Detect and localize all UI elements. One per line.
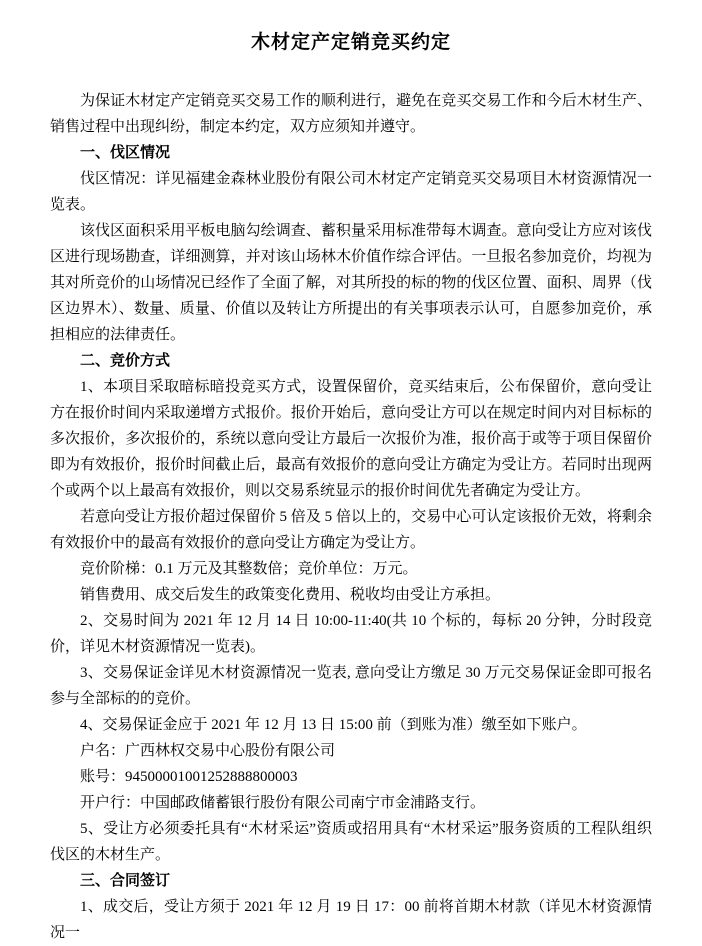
price-step-line: 竞价阶梯：0.1 万元及其整数倍；竞价单位：万元。	[80, 561, 418, 577]
account-name-line: 户名：广西林权交易中心股份有限公司	[80, 743, 336, 759]
account-number-line: 账号：94500001001252888800003	[80, 769, 298, 785]
trade-time-paragraph: 2、交易时间为 2021 年 12 月 14 日 10:00-11:40(共 10 个标的，每标 20 分钟，分时段竞价，详见木材资源情况一览表)。	[50, 613, 652, 655]
deposit-deadline-line: 4、交易保证金应于 2021 年 12 月 13 日 15:00 前（到账为准）缴至如下账户。	[80, 717, 587, 733]
body-paragraph: 5、受让方必须委托具有“木材采运”资质或招用具有“木材采运”服务资质的工程队组织伐区的木材生产。	[50, 821, 652, 863]
section-heading-1: 一、伐区情况	[80, 145, 171, 161]
body-paragraph: 伐区情况：详见福建金森林业股份有限公司木材定产定销竞买交易项目木材资源情况一览表。	[50, 171, 652, 213]
body-paragraph: 1、成交后，受让方须于 2021 年 12 月 19 日 17：00 前将首期木材款（详见木材资源情况一	[50, 899, 652, 941]
body-paragraph: 若意向受让方报价超过保留价 5 倍及 5 倍以上的，交易中心可认定该报价无效，将剩余有效报价中的最高有效报价的意向受让方确定为受让方。	[50, 509, 652, 551]
section-heading-2: 二、竞价方式	[80, 353, 171, 369]
section-heading-3: 三、合同签订	[80, 873, 171, 889]
body-paragraph: 该伐区面积采用平板电脑勾绘调查、蓄积量采用标准带每木调查。意向受让方应对该伐区进行现场勘查，详细测算，并对该山场林木价值作综合评估。一旦报名参加竞价，均视为其对所竞价的山场情况已经作了全面了解，对其所投的标的物的伐区位置、面积、周界（伐区边界木）、数量、质量、价值以及转让方所提出的有关事项表示认可，自愿参加竞价，承担相应的法律责任。	[50, 223, 652, 343]
body-paragraph: 1、本项目采取暗标暗投竞买方式，设置保留价，竞买结束后，公布保留价，意向受让方在报价时间内采取递增方式报价。报价开始后，意向受让方可以在规定时间内对目标标的多次报价，多次报价的，系统以意向受让方最后一次报价为准，报价高于或等于项目保留价即为有效报价，报价时间截止后，最高有效报价的意向受让方确定为受让方。若同时出现两个或两个以上最高有效报价，则以交易系统显示的报价时间优先者确定为受让方。	[50, 379, 652, 499]
fees-line: 销售费用、成交后发生的政策变化费用、税收均由受让方承担。	[80, 587, 501, 603]
intro-paragraph: 为保证木材定产定销竞买交易工作的顺利进行，避免在竞买交易工作和今后木材生产、销售过程中出现纠纷，制定本约定，双方应须知并遵守。	[50, 93, 652, 135]
bank-line: 开户行：中国邮政储蓄银行股份有限公司南宁市金浦路支行。	[80, 795, 486, 811]
deposit-paragraph: 3、交易保证金详见木材资源情况一览表, 意向受让方缴足 30 万元交易保证金即可报名参与全部标的的竞价。	[50, 665, 652, 707]
document-title: 木材定产定销竞买约定	[250, 32, 451, 53]
